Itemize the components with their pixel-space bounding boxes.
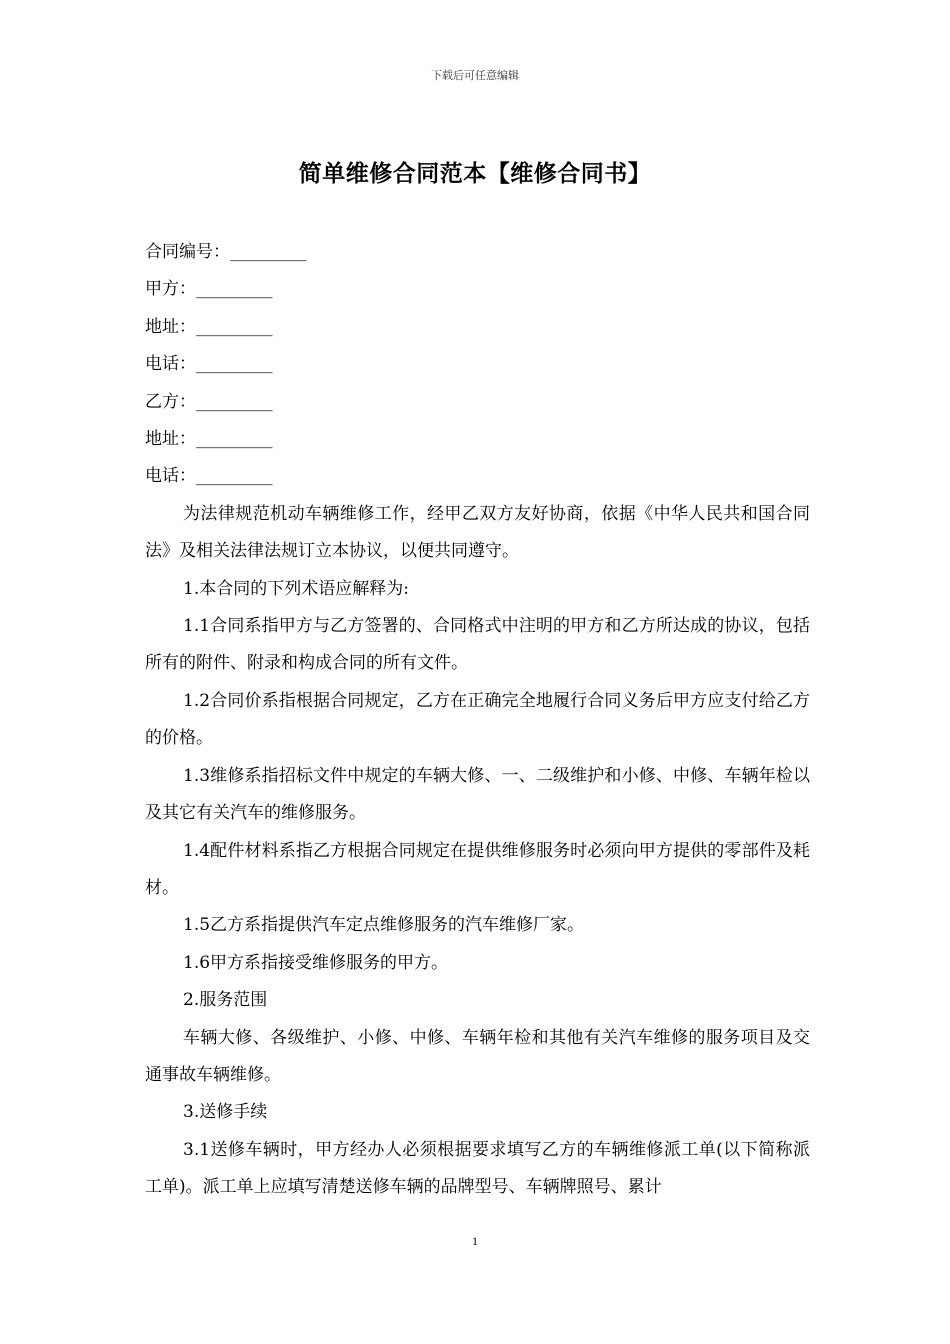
party-b-field: 乙方：_________ xyxy=(145,391,273,412)
party-a-field: 甲方：_________ xyxy=(145,279,273,300)
clause-1-4: 1.4配件材料系指乙方根据合同规定在提供维修服务时必须向甲方提供的零部件及耗材。 xyxy=(145,840,810,898)
service-scope-paragraph: 车辆大修、各级维护、小修、中修、车辆年检和其他有关汽车维修的服务项目及交通事故车辆维修。 xyxy=(145,1027,810,1085)
clause-1-6: 1.6甲方系指接受维修服务的甲方。 xyxy=(183,952,449,973)
clause-3-1: 3.1送修车辆时，甲方经办人必须根据要求填写乙方的车辆维修派工单(以下简称派工单)。派工单上应填写清楚送修车辆的品牌型号、车辆牌照号、累计 xyxy=(145,1139,810,1198)
clause-1-5: 1.5乙方系指提供汽车定点维修服务的汽车维修厂家。 xyxy=(183,915,585,936)
document-body xyxy=(145,234,810,1207)
clause-1-2: 1.2合同价系指根据合同规定，乙方在正确完全地履行合同义务后甲方应支付给乙方的价格。 xyxy=(145,690,810,749)
party-b-address-field: 地址：_________ xyxy=(145,429,273,450)
section-heading-2: 2.服务范围 xyxy=(183,990,268,1011)
clause-1-3: 1.3维修系指招标文件中规定的车辆大修、一、二级维护和小修、中修、车辆年检以及其它有关汽车的维修服务。 xyxy=(145,765,810,824)
document-title: 简单维修合同范本【维修合同书】 xyxy=(298,161,652,187)
clause-1-1: 1.1合同系指甲方与乙方签署的、合同格式中注明的甲方和乙方所达成的协议，包括所有的附件、附录和构成合同的所有文件。 xyxy=(145,616,810,674)
page-number: 1 xyxy=(472,1234,478,1248)
preamble-paragraph: 为法律规范机动车辆维修工作，经甲乙双方友好协商，依据《中华人民共和国合同法》及相关法律法规订立本协议，以便共同遵守。 xyxy=(145,503,810,562)
header-note: 下载后可任意编辑 xyxy=(431,69,519,82)
section-heading-3: 3.送修手续 xyxy=(183,1102,268,1123)
section-heading-1: 1.本合同的下列术语应解释为: xyxy=(183,578,409,599)
contract-number-field: 合同编号：_________ xyxy=(145,242,307,262)
party-a-address-field: 地址：_________ xyxy=(145,316,273,337)
party-b-phone-field: 电话：_________ xyxy=(145,466,273,487)
party-a-phone-field: 电话：_________ xyxy=(145,354,273,375)
